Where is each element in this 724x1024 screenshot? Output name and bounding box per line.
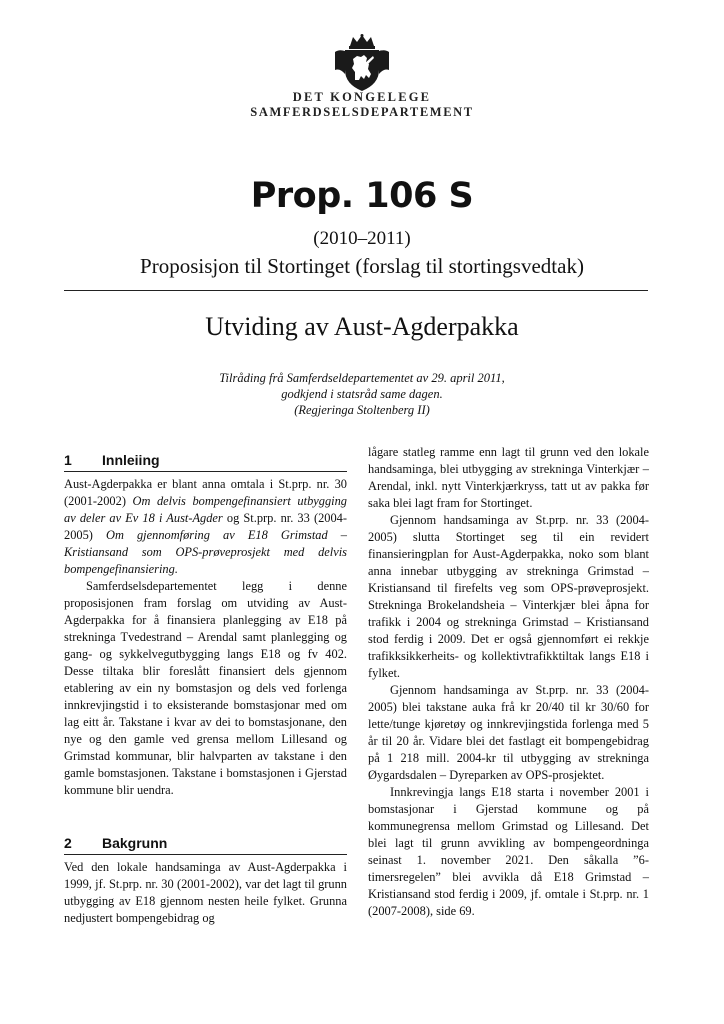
title-divider [64, 290, 648, 291]
session-year: (2010–2011) [313, 228, 411, 249]
text-run: Aust-Agderpakka er blant anna omtala i St.prp. nr. 30 (2001-2002) [64, 477, 347, 508]
government-name: (Regjeringa Stoltenberg II) [294, 403, 430, 417]
proposition-number: Prop. 106 S [250, 176, 474, 216]
section-title: Bakgrunn [102, 835, 168, 851]
ministry-name-line2: SAMFERDSELSDEPARTEMENT [250, 105, 474, 119]
document-title: Utviding av Aust-Agderpakka [205, 312, 519, 341]
norwegian-royal-crest-icon [331, 34, 393, 92]
section-heading-innleiing [64, 452, 347, 472]
section-heading-bakgrunn [64, 835, 347, 855]
section-number: 2 [64, 835, 72, 851]
section2-paragraph-3: Gjennom handsaminga av St.prp. nr. 33 (2004-2005) blei takstane auka frå kr 20/40 til kr 30/60 for lette/tunge kjøretøy og innkrevjingstida forlenga med 5 år til 20 år. Vidare blei det fastlagt eit bompengebidrag på 1 218 mill. 2004-kr til utbygging av strekninga Øygardsdalen – Dyreparken av OPS-prosjektet. [368, 683, 649, 782]
left-column [64, 452, 347, 927]
text-run: og St.prp. nr. 33 (2004-2005) [64, 511, 347, 542]
section2-paragraph-2: Gjennom handsaminga av St.prp. nr. 33 (2004-2005) slutta Stortinget seg til ein revidert finansieringplan for Aust-Agderpakka, noko som blant anna innebar utbygging av strekninga Grimstad – Kristiansand til firefelts veg som OPS-prøveprosjekt. Strekninga Brokelandsheia – Vinterkjær blei åpna for trafikk i 2004 og strekninga Grimstad – Kristiansand stod ferdig i 2009. Det er også gjennomført ei rekkje trafikksikkerheits- og kollektivtrafikktiltak langs E18 i fylket. [368, 513, 649, 680]
approval-line: godkjend i statsråd same dagen. [281, 387, 443, 401]
right-column [368, 444, 649, 920]
approval-line: Tilråding frå Samferdseldepartementet av 29. april 2011, [219, 371, 505, 385]
section-number: 1 [64, 452, 72, 468]
ministry-name-line1: DET KONGELEGE [292, 90, 432, 104]
section2-paragraph-4: Innkrevingja langs E18 starta i november 2001 i bomstasjonar i Gjerstad kommune og på kommunegrensa mellom Grimstad og Lillesand. Det blei lagt til grunn avvikling av bompengeordninga seinast 1. november 2021. Den såkalla ”6-timersregelen” blei avvikla då E18 Grimstad – Kristiansand stod ferdig i 2009, jf. omtale i St.prp. nr. 1 (2007-2008), side 69. [368, 785, 649, 918]
section2-paragraph-1-continued: lågare statleg ramme enn lagt til grunn ved den lokale handsaminga, blei utbygging av strekninga Vinterkjær – Arendal, inkl. nytt Vinterkjærkryss, tatt ut av pakka før saka blei lagt fram for Stortinget. [368, 445, 649, 510]
proposition-subtitle: Proposisjon til Stortinget (forslag til stortingsvedtak) [140, 254, 584, 278]
section1-paragraph-1 [64, 476, 347, 578]
italic-reference: Om delvis bompengefinansiert utbygging av deler av Ev 18 i Aust-Agder [64, 494, 347, 525]
section2-paragraph-1-start: Ved den lokale handsaminga av Aust-Agderpakka i 1999, jf. St.prp. nr. 30 (2001-2002), var det lagt til grunn utbygging av E18 gjennom nesten heile fylket. Grunna nedjustert bompengebidrag og [64, 860, 347, 925]
section1-paragraph-2: Samferdselsdepartementet legg i denne proposisjonen fram forslag om utviding av Aust-Agderpakka for å finansiera planlegging av E18 på strekninga Tvedestrand – Arendal samt planlegging og gang- og sykkelvegutbygging langs E18 og fv 402. Desse tiltaka blir foreslått finansiert dels gjennom etablering av ein ny bomstasjon og dels ved forlenga innkrevjingstid i to eksisterande bomstasjonar med om lag eitt år. Takstane i kvar av dei to bomstasjonane, den nye og den gamle ved grensa mellom Lillesand og Grimstad kommunar, blir halvparten av takstane i den gamle bomstasjonen. Takstane i bomstasjonen i Gjerstad kommune blir uendra. [64, 579, 347, 797]
italic-reference: Om gjennomføring av E18 Grimstad – Kristiansand som OPS-prøveprosjekt med delvis bompengefinansiering. [64, 528, 347, 576]
section-title: Innleiing [102, 452, 160, 468]
